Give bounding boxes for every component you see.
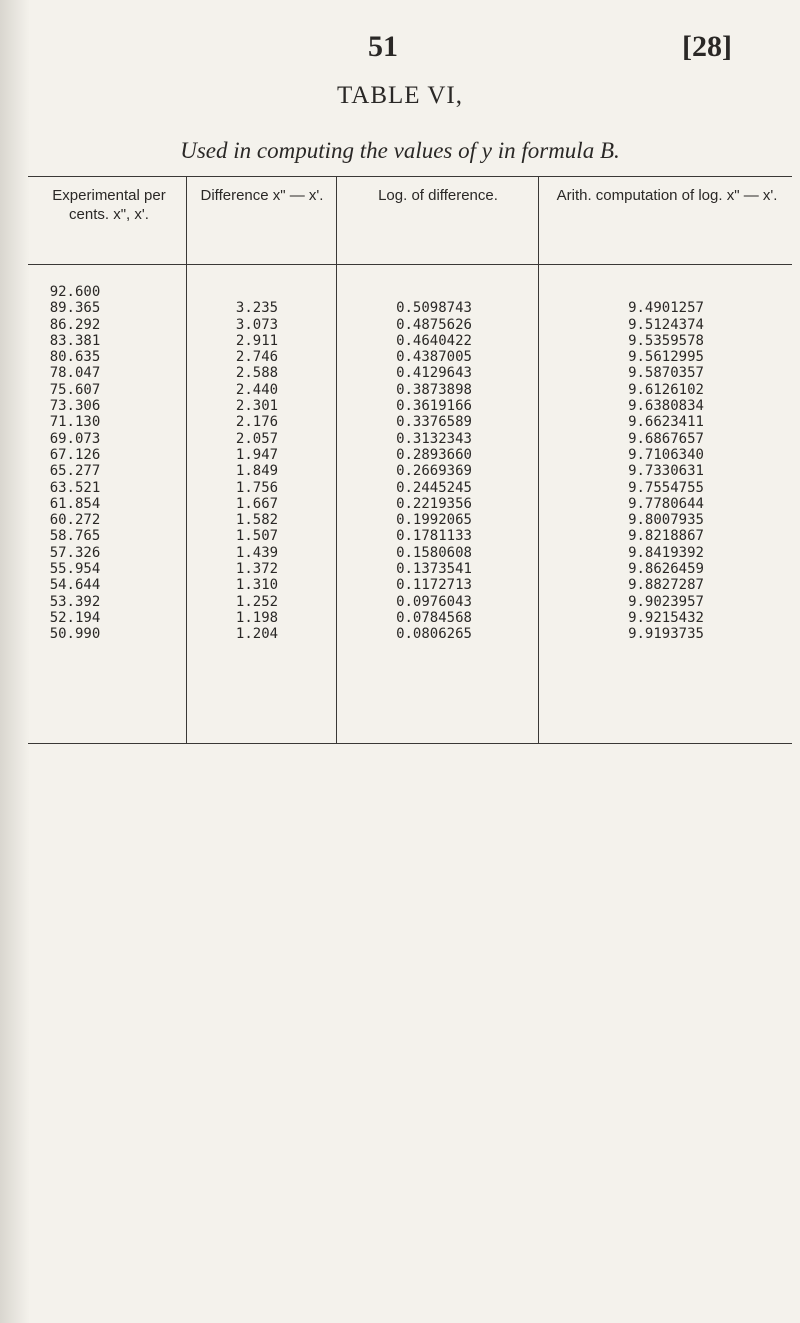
log-cell: 0.1172713 — [396, 577, 472, 594]
arith-cell: 9.7330631 — [628, 463, 704, 480]
log-cell: 0.3132343 — [396, 430, 472, 447]
column-divider — [336, 176, 337, 743]
table-bottom-rule — [28, 743, 792, 744]
percent-cell: 78.047 — [49, 365, 101, 382]
arith-cell: 9.6380834 — [628, 398, 704, 415]
log-cell: 0.2893660 — [396, 446, 472, 463]
page-edge-shadow — [0, 0, 30, 1323]
percent-cell: 89.365 — [49, 300, 101, 317]
difference-cell: 1.252 — [235, 593, 279, 610]
table-title: TABLE VI, — [337, 82, 463, 109]
difference-cell: 2.176 — [235, 414, 279, 431]
difference-cell: 3.073 — [235, 316, 279, 333]
arith-cell: 9.8218867 — [628, 528, 704, 545]
percent-cell: 69.073 — [49, 430, 101, 447]
percent-cell: 57.326 — [49, 544, 101, 561]
column-header-difference: Difference x" — x'. — [200, 187, 324, 204]
percent-column — [40, 284, 110, 643]
percent-cell: 83.381 — [49, 332, 101, 349]
column-header-log: Log. of difference. — [378, 187, 498, 204]
difference-cell — [222, 284, 292, 300]
difference-cell: 1.204 — [235, 626, 279, 643]
difference-cell: 2.057 — [235, 430, 279, 447]
percent-cell: 58.765 — [49, 528, 101, 545]
percent-cell: 65.277 — [49, 463, 101, 480]
arith-cell: 9.9023957 — [628, 593, 704, 610]
log-cell: 0.0784568 — [396, 609, 472, 626]
percent-cell: 86.292 — [49, 316, 101, 333]
difference-cell: 2.440 — [235, 381, 279, 398]
log-cell: 0.4640422 — [396, 332, 472, 349]
arith-cell: 9.9193735 — [628, 626, 704, 643]
arith-cell: 9.6623411 — [628, 414, 704, 431]
difference-cell: 1.756 — [235, 479, 279, 496]
percent-cell: 73.306 — [49, 398, 101, 415]
arith-cell: 9.8007935 — [628, 512, 704, 529]
percent-cell: 55.954 — [49, 561, 101, 578]
percent-cell: 92.600 — [49, 284, 101, 300]
table-top-rule — [28, 176, 792, 177]
arith-cell: 9.4901257 — [628, 300, 704, 317]
percent-cell: 67.126 — [49, 446, 101, 463]
arith-column — [616, 284, 716, 643]
arith-cell: 9.7554755 — [628, 479, 704, 496]
difference-cell: 2.301 — [235, 398, 279, 415]
difference-column — [222, 284, 292, 643]
difference-cell: 1.947 — [235, 446, 279, 463]
log-cell: 0.4129643 — [396, 365, 472, 382]
percent-cell: 52.194 — [49, 609, 101, 626]
difference-cell: 2.588 — [235, 365, 279, 382]
column-divider — [186, 176, 187, 743]
arith-cell: 9.5124374 — [628, 316, 704, 333]
log-cell: 0.1992065 — [396, 512, 472, 529]
column-header-arith: Arith. computation of log. x" — x'. — [556, 187, 778, 204]
difference-cell: 1.582 — [235, 512, 279, 529]
difference-cell: 2.746 — [235, 349, 279, 366]
log-cell: 0.1373541 — [396, 561, 472, 578]
log-cell: 0.0976043 — [396, 593, 472, 610]
log-cell: 0.4875626 — [396, 316, 472, 333]
page-number: 51 — [368, 30, 398, 63]
log-cell — [384, 284, 484, 300]
column-header-percent: Experimental per cents. x", x'. — [52, 187, 166, 223]
arith-cell: 9.5870357 — [628, 365, 704, 382]
percent-cell: 54.644 — [49, 577, 101, 594]
table-subtitle: Used in computing the values of y in formula B. — [180, 138, 620, 163]
difference-cell: 1.849 — [235, 463, 279, 480]
log-cell: 0.1580608 — [396, 544, 472, 561]
log-cell: 0.3376589 — [396, 414, 472, 431]
difference-cell: 1.372 — [235, 561, 279, 578]
percent-cell: 71.130 — [49, 414, 101, 431]
arith-cell: 9.5612995 — [628, 349, 704, 366]
page-reference: [28] — [682, 30, 732, 63]
log-cell: 0.2669369 — [396, 463, 472, 480]
arith-cell: 9.7106340 — [628, 446, 704, 463]
arith-cell: 9.6867657 — [628, 430, 704, 447]
log-cell: 0.3619166 — [396, 398, 472, 415]
log-cell: 0.1781133 — [396, 528, 472, 545]
log-cell: 0.0806265 — [396, 626, 472, 643]
table-header-rule — [28, 264, 792, 265]
log-cell: 0.2219356 — [396, 495, 472, 512]
arith-cell: 9.8419392 — [628, 544, 704, 561]
arith-cell: 9.5359578 — [628, 332, 704, 349]
percent-cell: 63.521 — [49, 479, 101, 496]
percent-cell: 50.990 — [49, 626, 101, 643]
percent-cell: 61.854 — [49, 495, 101, 512]
difference-cell: 1.439 — [235, 544, 279, 561]
difference-cell: 3.235 — [235, 300, 279, 317]
percent-cell: 80.635 — [49, 349, 101, 366]
arith-cell: 9.7780644 — [628, 495, 704, 512]
percent-cell: 60.272 — [49, 512, 101, 529]
difference-cell: 1.198 — [235, 609, 279, 626]
log-column — [384, 284, 484, 643]
percent-cell: 75.607 — [49, 381, 101, 398]
log-cell: 0.3873898 — [396, 381, 472, 398]
difference-cell: 1.667 — [235, 495, 279, 512]
column-divider — [538, 176, 539, 743]
percent-cell: 53.392 — [49, 593, 101, 610]
difference-cell: 2.911 — [235, 332, 279, 349]
log-cell: 0.2445245 — [396, 479, 472, 496]
arith-cell: 9.8827287 — [628, 577, 704, 594]
log-cell: 0.5098743 — [396, 300, 472, 317]
arith-cell: 9.8626459 — [628, 561, 704, 578]
arith-cell: 9.9215432 — [628, 609, 704, 626]
difference-cell: 1.310 — [235, 577, 279, 594]
arith-cell — [616, 284, 716, 300]
difference-cell: 1.507 — [235, 528, 279, 545]
log-cell: 0.4387005 — [396, 349, 472, 366]
arith-cell: 9.6126102 — [628, 381, 704, 398]
